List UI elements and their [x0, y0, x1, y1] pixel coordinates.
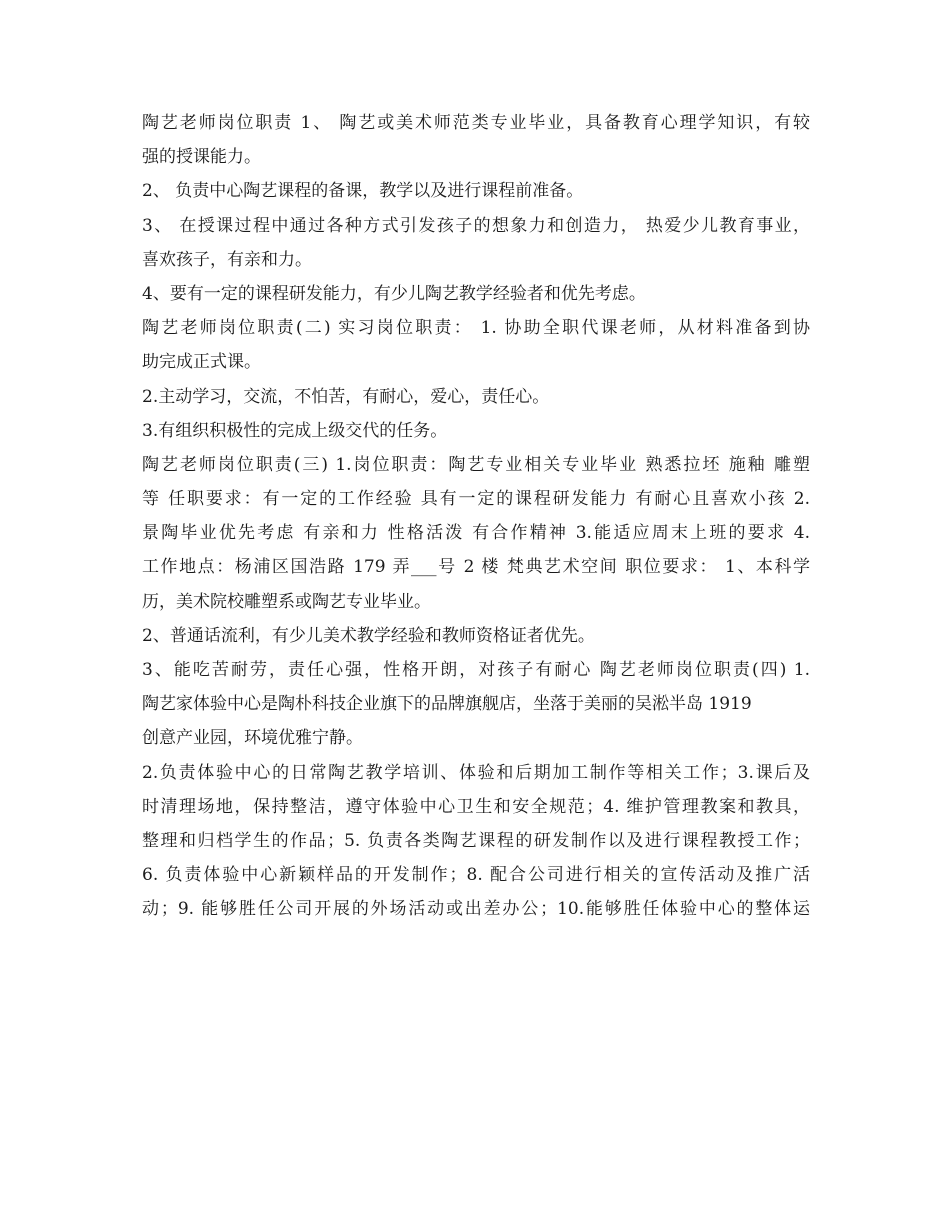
text-line: 陶艺老师岗位职责(二) 实习岗位职责： 1. 协助全职代课老师，从材料准备到协 [142, 318, 810, 339]
text-line: 3、能吃苦耐劳，责任心强，性格开朗，对孩子有耐心 陶艺老师岗位职责(四) 1. [142, 660, 810, 680]
text-line: 陶艺老师岗位职责 1、 陶艺或美术师范类专业毕业，具备教育心理学知识，有较 [142, 113, 810, 133]
text-line: 4、要有一定的课程研发能力，有少儿陶艺教学经验者和优先考虑。 [142, 283, 646, 304]
text-line: 创意产业园，环境优雅宁静。 [142, 728, 363, 749]
text-line: 喜欢孩子，有亲和力。 [142, 249, 312, 270]
text-line: 整理和归档学生的作品；5. 负责各类陶艺课程的研发制作以及进行课程教授工作； [142, 830, 810, 851]
text-line: 强的授课能力。 [142, 147, 261, 168]
text-line: 动；9. 能够胜任公司开展的外场活动或出差办公；10.能够胜任体验中心的整体运 [142, 899, 810, 920]
text-line: 历，美术院校雕塑系或陶艺专业毕业。 [142, 591, 431, 612]
text-line: 2、普通话流利，有少儿美术教学经验和教师资格证者优先。 [142, 625, 595, 646]
document-body [142, 106, 810, 927]
text-line: 等 任职要求：有一定的工作经验 具有一定的课程研发能力 有耐心且喜欢小孩 2. [142, 489, 810, 510]
text-line: 2、 负责中心陶艺课程的备课，教学以及进行课程前准备。 [142, 181, 584, 202]
text-line: 2.负责体验中心的日常陶艺教学培训、体验和后期加工制作等相关工作；3.课后及 [142, 762, 810, 783]
text-line: 工作地点：杨浦区国浩路 179 弄___号 2 楼 梵典艺术空间 职位要求： 1、本科学 [142, 557, 810, 578]
text-line: 助完成正式课。 [142, 352, 261, 373]
text-line: 3、 在授课过程中通过各种方式引发孩子的想象力和创造力， 热爱少儿教育事业， [142, 215, 810, 236]
text-line: 2.主动学习，交流，不怕苦，有耐心，爱心，责任心。 [142, 386, 550, 407]
text-line: 陶艺家体验中心是陶朴科技企业旗下的品牌旗舰店，坐落于美丽的吴淞半岛 1919 [142, 694, 752, 715]
text-line: 陶艺老师岗位职责(三) 1.岗位职责：陶艺专业相关专业毕业 熟悉拉坯 施釉 雕塑 [142, 454, 810, 475]
text-line: 景陶毕业优先考虑 有亲和力 性格活泼 有合作精神 3.能适应周末上班的要求 4. [142, 523, 810, 544]
text-line: 3.有组织积极性的完成上级交代的任务。 [142, 420, 448, 441]
text-line: 6. 负责体验中心新颖样品的开发制作；8. 配合公司进行相关的宣传活动及推广活 [142, 865, 810, 886]
text-line: 时清理场地，保持整洁，遵守体验中心卫生和安全规范；4. 维护管理教案和教具， [142, 796, 810, 817]
